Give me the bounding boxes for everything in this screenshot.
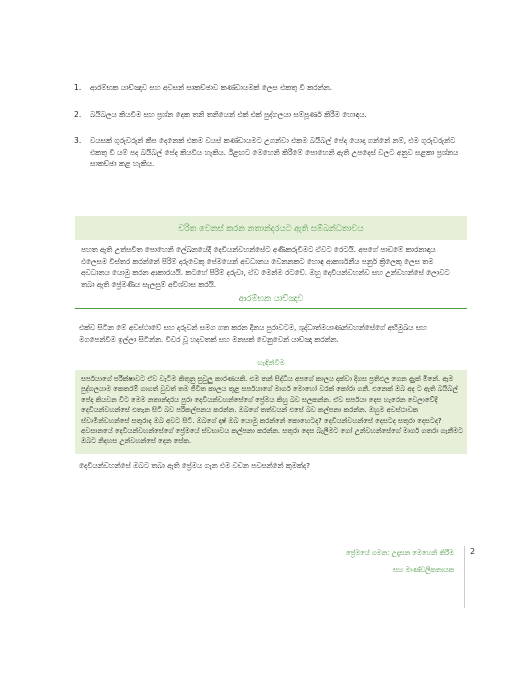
introduction-paragraph: සර්පයාගේ පරීක්ෂාවට ඒව වැටීම කිතුනු සුවුලු කාරණයකි. එම තන් සිද්ධිය අපගේ කාලය දක්වා දිගස ප්‍රතිඵල ගෙන ඇුක් මිනේ. ඇම පුද්ගලයාම කෙතරම් ගාගත් වුවත් තම ජීවිත කාලය තුළ සර්පයාගේ මාර්ග මොහෝ වරක් කෝරා ගනී. එනෙක් ඔබ අද ට ඇති බයිබල් පේද කියවන විට මෙම නතාන්දරය පුරා දෙවියන්වහන්සේගේ ප්‍රේමය කිහු බව සලකන්න. ඒව සර්පයා දෙස හැරෙන වෙලාවේදී දෙවියන්වහන්සේ එතැන සිටි බව පරිකල්පනය කරන්න. ඔබගේ තත්වයන් එසේ බව කල්පනා කරන්න. ඔහුම අවස්ථාවක ස්වාමීන්වහන්සේ සතුරාද ඔබ අවට සිටී. ඔබගේ දෘෂ් ඔබ යොමු කරන්නේ කොහෙටද? දෙවියන්වහන්සේ දෙසටද සතුරා දෙසටද? අවසානයේ දෙවියන්වහන්සේගේ ප්‍රේමයේ ස්වභාවය කල්පනා කරන්න. සතුරා දෙස බැලීමට ගෝ උන්වහන්සේගේ මාර්ග ගතරා ගැනීමට ඔබට නිදහස උන්වහන්සේ දෙන සේක. [81,375,463,446]
page-number: 2 [470,547,476,556]
list-item [74,109,474,121]
footer-subtitle: සහ මාණ්ඩලිකතායක [392,566,454,574]
footer-divider [464,546,465,608]
list-item [74,135,474,170]
list-text: බයිබලය කියවීම සහ ප්‍රශ්න දෙක තනි තනියෙන් එක් එක් පුද්ගලයා සම්පූර්ණ කිරීම හොඳය. [90,109,367,119]
intro-paragraph: පහත ඇති උත්සවීත පොහෙනි ලේඛනයේදී දෙවියන්වහන්සේට අණිකරුවීමට ඒවට රෙටයි. අපගේ පාඩමේ කාරනාඳාය ඵලෙසම විස්තර කරන්නේ පිරිම් දරුවෙකු පේමයෙන් අවධානය වෙනනකට හොඳ ආකර්ශනීය පනුර් ක්‍රිලෙකු ලෙස තම අවධානය යොමු කරන ආකාරයයි. කටහේ පිරිම් දරුවා, ඒව මෙන්ම රටවේ. ඔහු දෙවියන්වහන්ව සහ උන්වහන්සේ ලොවට තබා ඇති ප්‍රේමණීය සැලසුම් අවිශ්වාස කරයි. [81,245,450,289]
opening-prayer-heading: ආරම්භක යාච්ඤාව [238,293,304,303]
list-item [74,82,474,94]
list-number: 1. [74,83,82,92]
list-text: වයසක් ගුරුවරුන් කීප දෙනෙක් එකම වයස් කණ්ඩායමට උගන්වා එකම බයිබල් පේද යොදා ගන්නේ නම්, එම ගුරුවරුන්ට එකතු වී යම් පද බයිබල් පේද කියවිය හැකිය. ඊළඟට මෙහෙනි කිරීමේ පොහෙනි ඇති උපදෙස් වලට අනුව සළකා ප්‍රශ්නය සාකච්ඡා කළ හැකිය. [90,136,459,168]
list-text: ආරම්භක යාච්ඤාව සහ අවසන් සාකච්ඡාව කණ්ඩායමක් ලෙස එකතු වී කරන්න. [90,83,332,92]
closing-question: දෙවියන්වහන්සේ ඔබට තබා ඇති ප්‍රේමය ගැන එම වචන පවසන්නේ කුමක්ද? [79,461,310,470]
list-number: 3. [74,136,82,145]
list-number: 2. [74,109,82,119]
footer-title: ප්‍රේමයේ ගමන: උදෑසන මෙහෙනි කිරීම [346,549,454,557]
opening-prayer-paragraph: එක්ව සිටින මේ අවස්ථාවේ සහ දරුවන් සමග ගත කරන දිනය පුරාවටම, ශුද්ධාත්මයාණන්වහන්සේගේ අභිමුඛය සහ මගපෙන්වීම ඉල්ලා සිටින්න. විවර වූ හදවතක් සහ මනසක් වෙනුවෙන් යාච්ඤා කරන්න. [79,323,427,344]
section-divider [75,308,467,309]
introduction-heading: හැඳින්වීම [257,358,285,367]
instructions-list [74,82,474,185]
section-banner: චරිත වෙනස් කරන නතාන්දරයට ඇති සම්බන්ධතාවය [75,216,467,240]
